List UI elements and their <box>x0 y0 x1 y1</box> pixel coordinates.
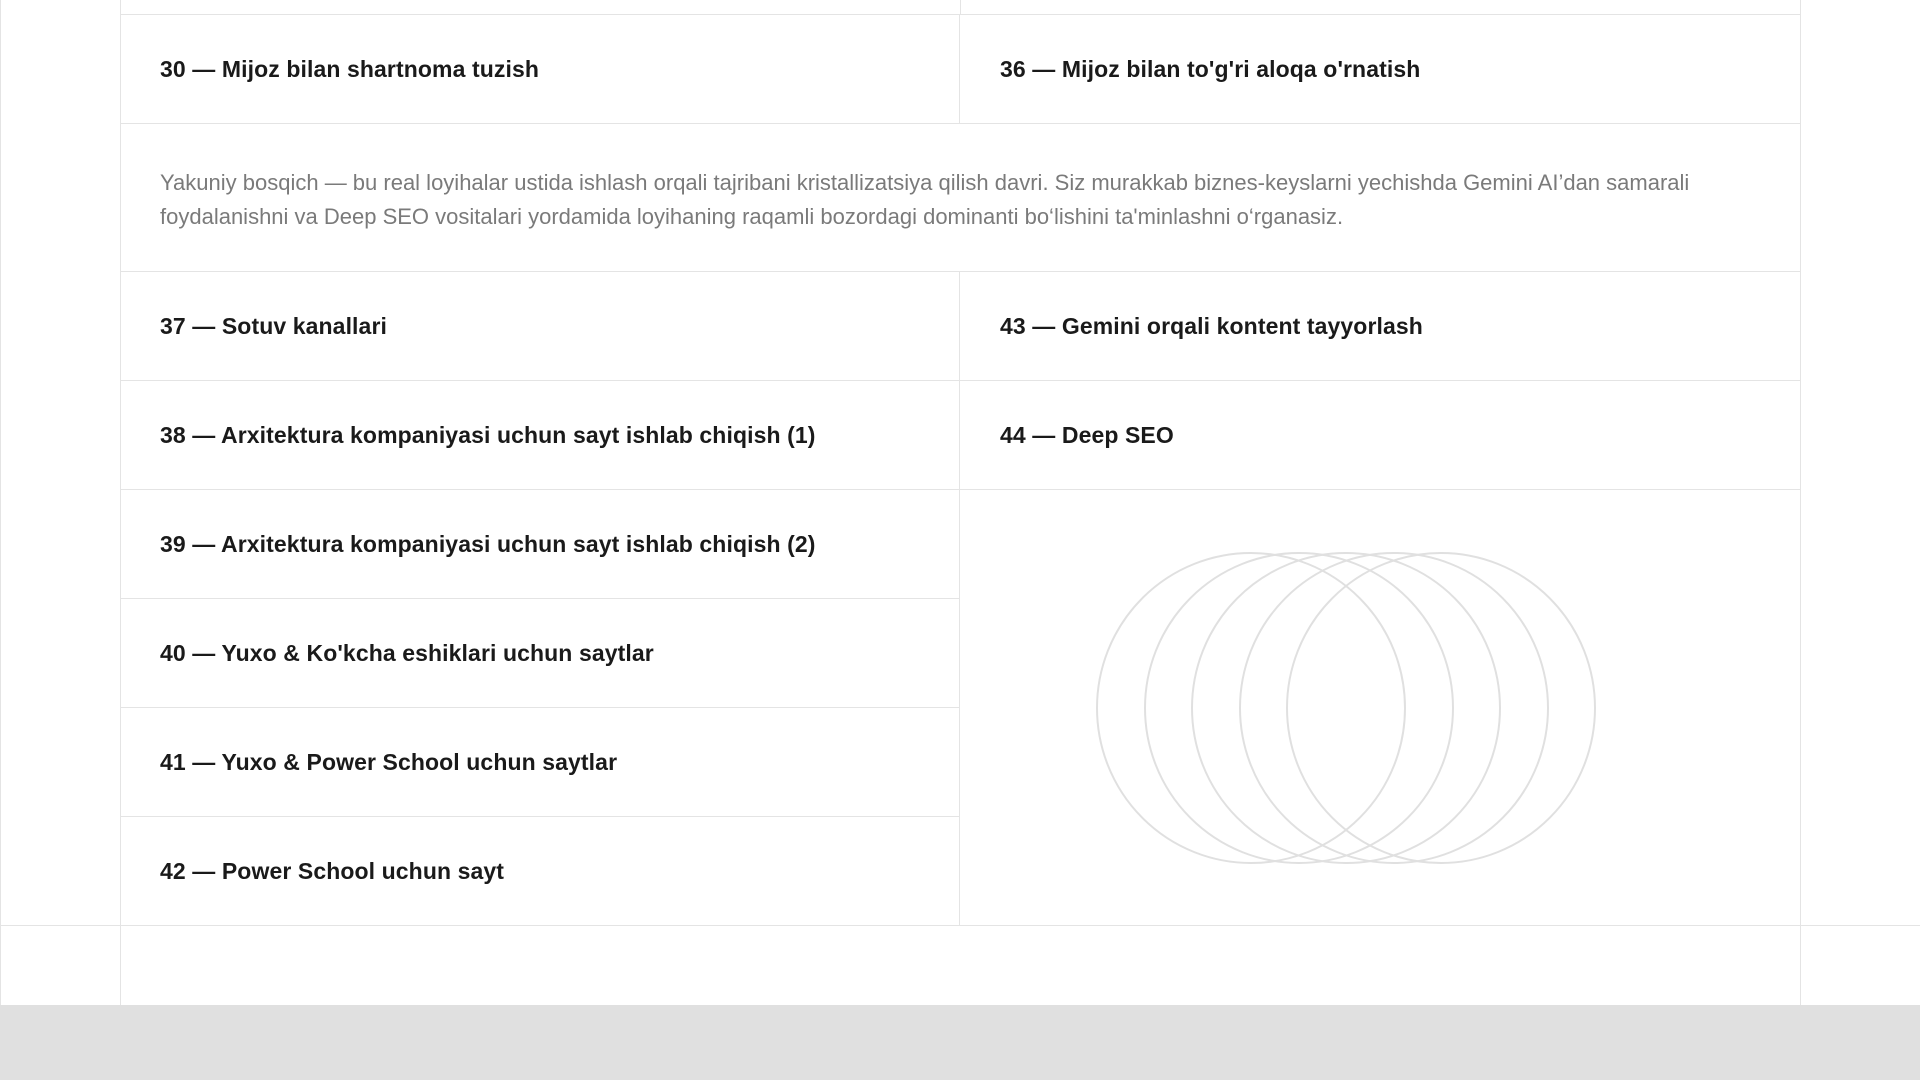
previous-row-stub <box>120 0 1801 14</box>
lesson-title: 38 — Arxitektura kompaniyasi uchun sayt ishlab chiqish (1) <box>160 421 816 448</box>
lesson-item-41[interactable] <box>120 707 960 816</box>
lesson-item-30[interactable] <box>120 14 960 123</box>
lesson-title: 36 — Mijoz bilan to'g'ri aloqa o'rnatish <box>1000 55 1421 82</box>
lesson-title: 40 — Yuxo & Ko'kcha eshiklari uchun saytlar <box>160 639 654 666</box>
lesson-item-40[interactable] <box>120 598 960 707</box>
description-text: Yakuniy bosqich — bu real loyihalar ustida ishlash orqali tajribani kristallizatsiya qilish davri. Siz murakkab biznes-keyslarni yechishda Gemini AI’dan samarali foydalanishni va Deep SEO vositalari yordamida loyihaning raqamli bozordagi dominanti bo‘lishini ta'minlashni o‘rganasiz. <box>160 170 1690 229</box>
lesson-item-43[interactable] <box>960 271 1801 380</box>
section-bottom-divider <box>0 925 1920 926</box>
lesson-title: 30 — Mijoz bilan shartnoma tuzish <box>160 55 540 82</box>
lesson-title: 43 — Gemini orqali kontent tayyorlash <box>1000 312 1423 339</box>
lesson-title: 39 — Arxitektura kompaniyasi uchun sayt ishlab chiqish (2) <box>160 530 816 557</box>
lesson-title: 41 — Yuxo & Power School uchun saytlar <box>160 748 618 775</box>
lesson-title: 42 — Power School uchun sayt <box>160 858 505 884</box>
curriculum-table <box>120 0 1801 926</box>
circle-1 <box>1097 553 1405 863</box>
lesson-item-38[interactable] <box>120 380 960 489</box>
overlapping-circles-icon <box>960 490 1801 927</box>
lesson-item-44[interactable] <box>960 380 1801 489</box>
decorative-graphic <box>960 489 1801 926</box>
lesson-item-42[interactable] <box>120 816 960 926</box>
lesson-title: 44 — Deep SEO <box>1000 421 1174 448</box>
lesson-item-37[interactable] <box>120 271 960 380</box>
lesson-item-36[interactable] <box>960 14 1801 123</box>
lesson-title: 37 — Sotuv kanallari <box>160 312 387 339</box>
page-left-border <box>0 0 1 1005</box>
lesson-item-39[interactable] <box>120 489 960 598</box>
footer-bar <box>0 1005 1920 1080</box>
section-description <box>120 123 1801 271</box>
